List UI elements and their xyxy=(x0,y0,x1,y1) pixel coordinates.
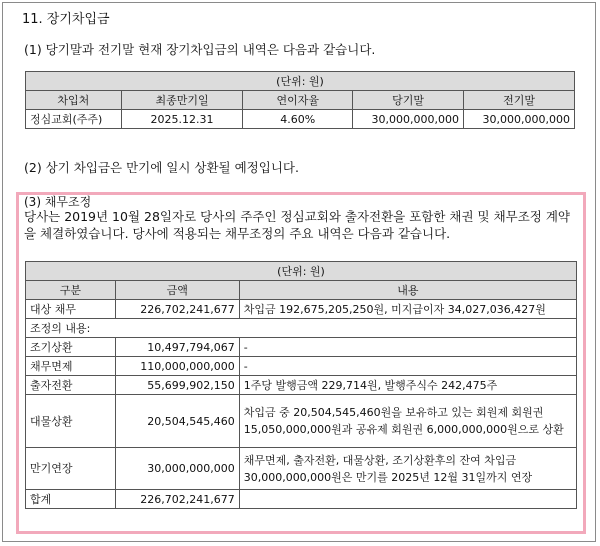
row-label: 채무면제 xyxy=(26,357,116,376)
table-row xyxy=(26,357,577,376)
table-row xyxy=(26,376,577,395)
row-label: 만기연장 xyxy=(26,448,116,490)
table-row xyxy=(26,300,577,319)
table1-cell: 2025.12.31 xyxy=(121,110,243,129)
note-2: (2) 상기 차입금은 만기에 일시 상환될 예정입니다. xyxy=(24,160,299,175)
table1-header: 당기말 xyxy=(353,91,464,110)
row-desc: 채무면제, 출자전환, 대물상환, 조기상환후의 잔여 차입금 30,000,000,000원은 만기를 2025년 12월 31일까지 연장 xyxy=(239,448,576,490)
table-row xyxy=(26,490,577,509)
note-1: (1) 당기말과 전기말 현재 장기차입금의 내역은 다음과 같습니다. xyxy=(24,42,376,57)
table2-header: 금액 xyxy=(115,281,239,300)
debt-restructuring-table xyxy=(25,261,577,509)
table1-cell: 4.60% xyxy=(243,110,353,129)
table2-header: 내용 xyxy=(239,281,576,300)
row-amount: 226,702,241,677 xyxy=(115,490,239,509)
table1-header: 최종만기일 xyxy=(121,91,243,110)
row-amount: 226,702,241,677 xyxy=(115,300,239,319)
row-amount: 10,497,794,067 xyxy=(115,338,239,357)
row-amount: 55,699,902,150 xyxy=(115,376,239,395)
row-amount: 110,000,000,000 xyxy=(115,357,239,376)
table1-cell: 정심교회(주주) xyxy=(26,110,122,129)
table2-header: 구분 xyxy=(26,281,116,300)
borrowings-table xyxy=(25,71,575,129)
table-row xyxy=(26,338,577,357)
table2-unit: (단위: 원) xyxy=(26,262,577,281)
section3-paragraph: 당사는 2019년 10월 28일자로 당사의 주주인 정심교회와 출자전환을 포함한 채권 및 채무조정 계약을 체결하였습니다. 당사에 적용되는 채무조정의 주요 내역은 다음과 같습니다. xyxy=(24,209,571,241)
table1-header: 전기말 xyxy=(464,91,575,110)
row-desc xyxy=(239,490,576,509)
row-desc: 차입금 192,675,205,250원, 미지급이자 34,027,036,427원 xyxy=(239,300,576,319)
table1-header: 차입처 xyxy=(26,91,122,110)
table1-cell: 30,000,000,000 xyxy=(464,110,575,129)
table-row xyxy=(26,448,577,490)
table-row xyxy=(26,319,577,338)
row-label: 합계 xyxy=(26,490,116,509)
row-desc: - xyxy=(239,357,576,376)
row-label: 대물상환 xyxy=(26,395,116,448)
row-desc: - xyxy=(239,338,576,357)
table-row xyxy=(26,395,577,448)
row-label: 출자전환 xyxy=(26,376,116,395)
table1-cell: 30,000,000,000 xyxy=(353,110,464,129)
row-label: 조기상환 xyxy=(26,338,116,357)
row-label: 조정의 내용: xyxy=(26,319,577,338)
row-desc: 1주당 발행금액 229,714원, 발행주식수 242,475주 xyxy=(239,376,576,395)
row-label: 대상 채무 xyxy=(26,300,116,319)
row-amount: 20,504,545,460 xyxy=(115,395,239,448)
table-row xyxy=(26,110,575,129)
row-amount: 30,000,000,000 xyxy=(115,448,239,490)
section3-title: (3) 채무조정 xyxy=(24,195,92,209)
row-desc: 차입금 중 20,504,545,460원을 보유하고 있는 회원제 회원권 15,050,000,000원과 공유제 회원권 6,000,000,000원으로 상환 xyxy=(239,395,576,448)
table1-header: 연이자율 xyxy=(243,91,353,110)
section-title: 11. 장기차입금 xyxy=(22,12,110,27)
table1-unit: (단위: 원) xyxy=(26,72,575,91)
